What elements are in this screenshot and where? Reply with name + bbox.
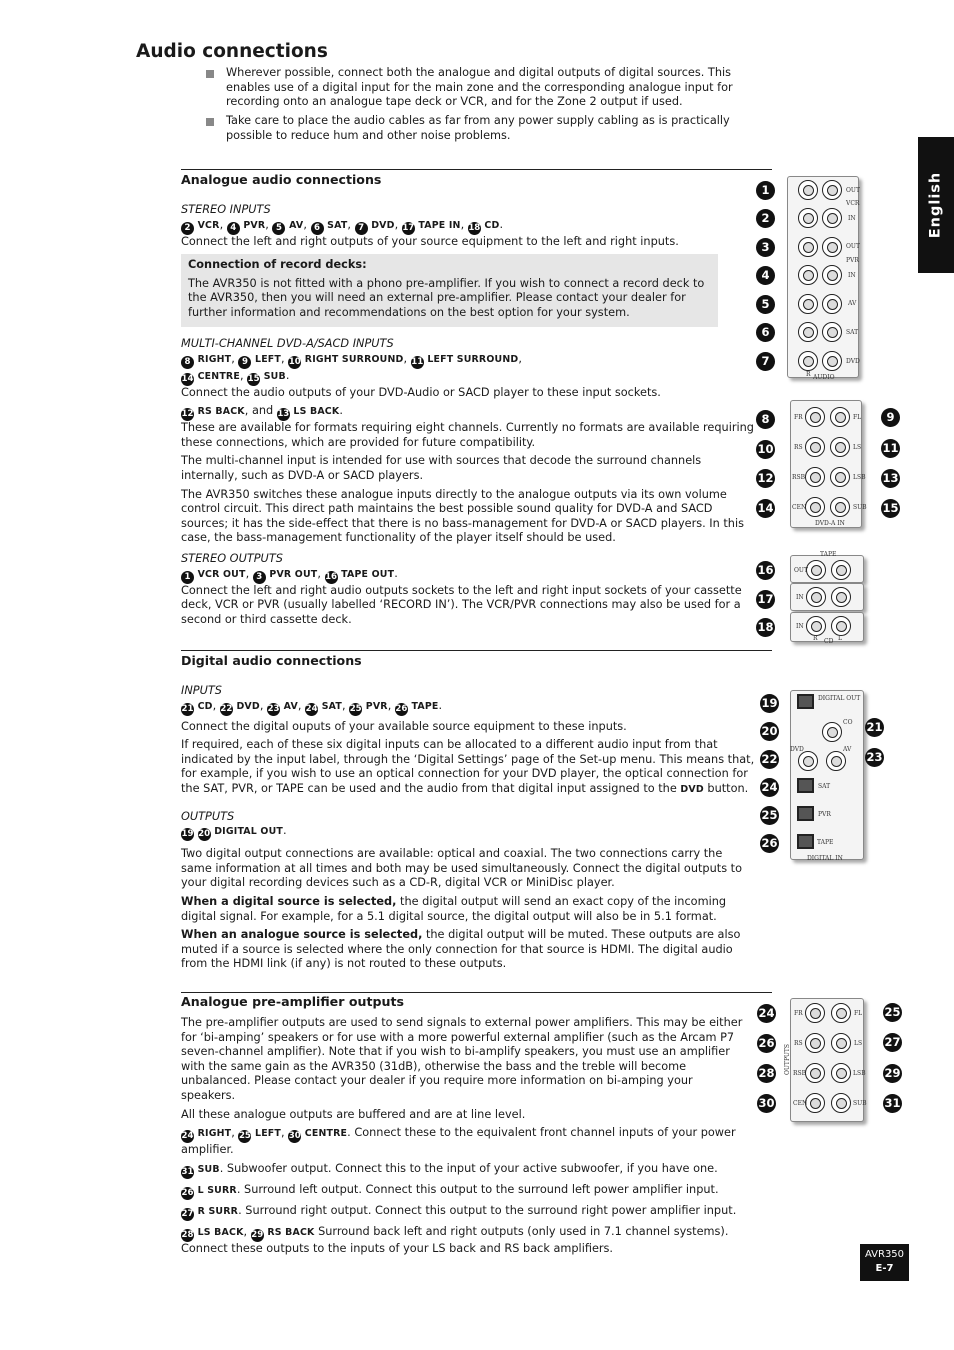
callout-22: 22 <box>760 750 779 769</box>
jack-label: CEN <box>792 504 807 511</box>
bullet-square <box>206 118 214 126</box>
preamp-lsurr <box>181 1183 746 1200</box>
rca-jack <box>822 180 842 200</box>
back-list: 12 RS BACK, and 13 LS BACK. <box>181 404 343 420</box>
section-rule <box>181 992 772 993</box>
jack-label: LSB <box>853 474 866 481</box>
intro-bullet <box>206 66 778 110</box>
kw: CD <box>484 219 500 231</box>
jack-label: IN <box>796 623 804 630</box>
preamp-lsurr-text: . Surround left output. Connect this output to the surround left power amplifier input. <box>236 1182 719 1196</box>
callout-badge: 3 <box>253 571 266 584</box>
callout-17: 17 <box>756 590 775 609</box>
jack-label: OUT <box>794 567 808 574</box>
section-rule <box>181 650 772 651</box>
callout-28: 28 <box>757 1064 776 1083</box>
panel-label: CD <box>824 638 834 645</box>
jack-label: SAT <box>846 329 859 336</box>
panel-label: TAPE <box>820 551 837 558</box>
section-heading-analogue: Analogue audio connections <box>181 172 382 187</box>
rca-jack <box>806 616 826 636</box>
jack-label: AV <box>848 300 857 307</box>
jack-label: R <box>806 371 811 378</box>
rca-jack <box>831 587 851 607</box>
callout-badge: 16 <box>325 571 338 582</box>
rca-jack <box>798 322 818 342</box>
kw: SAT <box>327 219 348 231</box>
jack-label: CO <box>843 719 853 726</box>
callout-1: 1 <box>756 181 775 200</box>
rca-jack <box>830 437 850 457</box>
kw: RIGHT <box>197 1128 232 1140</box>
intro-text: Wherever possible, connect both the analogue and digital outputs of digital sources. This enables use of a digital input for the main zone and the corresponding analogue input for recording onto an analogue tape deck or VCR, and for the Zone 2 output if used. <box>226 66 733 109</box>
callout-badge: 14 <box>181 373 194 384</box>
kw: AV <box>289 219 304 231</box>
jack-label: RS <box>794 444 803 451</box>
digital-text-2b: button. <box>707 781 749 795</box>
multi-text: Connect the audio outputs of your DVD-Audio or SACD player to these input sockets. <box>181 385 661 399</box>
callout-26: 26 <box>757 1034 776 1053</box>
jack-label: PVR <box>818 811 831 818</box>
coax-jack <box>826 751 846 771</box>
callout-25: 25 <box>760 806 779 825</box>
callout-badge: 7 <box>355 222 368 235</box>
rca-jack <box>806 560 826 580</box>
callout-badge: 25 <box>238 1131 251 1142</box>
preamp-back: 28 LS BACK, 29 RS BACK Surround back left and right outputs (only used in 7.1 channel systems). Connect these outputs to the inputs of your LS back and RS back amplifiers. <box>181 1224 729 1255</box>
callout-badge: 2 <box>181 222 194 235</box>
kw: VCR <box>197 219 220 231</box>
callout-badge: 6 <box>311 222 324 235</box>
callout-badge: 19 <box>181 829 194 840</box>
preamp-text-1: The pre-amplifier outputs are used to send signals to external power amplifiers. This may be either for ‘bi-amping’ speakers or for use with a more powerful external amplifier (such as the Arcam P7 seven-channel amplifier). Note that if you wish to bi-amplify speakers, you must use an amplifier with the same gain as the AVR350 (31dB), otherwise the bass and the treble will become unbalanced. Please contact your dealer if you require more information on bi-amping your speakers. <box>181 1016 743 1102</box>
rca-jack <box>805 1003 825 1023</box>
callout-badge: 24 <box>181 1131 194 1142</box>
digital-text-1: Connect the digital ouputs of your available source equipment to these inputs. <box>181 719 627 733</box>
callout-19: 19 <box>760 694 779 713</box>
callout-9: 9 <box>881 408 900 427</box>
kw: L SURR <box>197 1184 237 1196</box>
callout-badge: 29 <box>251 1229 264 1240</box>
callout-6: 6 <box>756 323 775 342</box>
callout-badge: 13 <box>277 409 290 420</box>
panel-label: DVD-A IN <box>815 520 845 527</box>
rca-jack <box>830 467 850 487</box>
kw: LS BACK <box>293 406 340 418</box>
rca-jack <box>805 1033 825 1053</box>
panel-label: OUTPUTS <box>784 1043 792 1076</box>
stereo-inputs-text: Connect the left and right outputs of your source equipment to the left and right inputs. <box>181 234 679 248</box>
kw: RS BACK <box>197 406 245 418</box>
kw: AV <box>283 700 298 712</box>
callout-badge: 20 <box>198 829 211 840</box>
callout-badge: 5 <box>272 222 285 235</box>
callout-badge: 31 <box>181 1166 194 1177</box>
callout-badge: 23 <box>267 703 280 714</box>
stereo-inputs-block <box>181 203 756 253</box>
callout-27: 27 <box>883 1033 902 1052</box>
jack-label: FR <box>794 414 803 421</box>
callout-12: 12 <box>756 469 775 488</box>
callout-badge: 12 <box>181 409 194 420</box>
digital-text-4-body: the digital output will send an exact copy of the incoming digital signal. For example, for a 5.1 digital source, the digital output will also be in 5.1 format. <box>181 894 727 923</box>
preamp-back-text: Surround back left and right outputs (only used in 7.1 channel systems). Connect these outputs to the inputs of your LS back and RS back amplifiers. <box>181 1224 729 1255</box>
callout-11: 11 <box>881 439 900 458</box>
callout-13: 13 <box>881 469 900 488</box>
callout-24: 24 <box>760 778 779 797</box>
callout-5: 5 <box>756 295 775 314</box>
jack-label: SUB <box>853 1100 867 1107</box>
stereo-out-text: Connect the left and right audio outputs sockets to the left and right input sockets of your cassette deck, VCR or PVR (usually labelled ‘RECORD IN’). The VCR/PVR connections may also be used for a second or third cassette deck. <box>181 583 742 626</box>
preamp-text-2: All these analogue outputs are buffered and are at line level. <box>181 1107 526 1121</box>
jack-label: DVD <box>846 358 860 365</box>
stereo-out-label: STEREO OUTPUTS <box>181 552 283 565</box>
kw: SUB <box>197 1163 220 1175</box>
kw: RIGHT SURROUND <box>304 353 404 365</box>
digital-text-5-body: the digital output will be muted. These outputs are also muted if a source is selected where the only connection for that source is HDMI. The digital audio from the HDMI link (if any) is not routed to these outputs. <box>181 928 741 971</box>
rca-jack <box>831 616 851 636</box>
callout-badge: 26 <box>181 1187 194 1198</box>
stereo-out-list: 1 VCR OUT, 3 PVR OUT, 16 TAPE OUT. <box>181 567 756 584</box>
callout-25: 25 <box>883 1003 902 1022</box>
optical-socket <box>797 806 814 821</box>
callout-20: 20 <box>760 722 779 741</box>
callout-3: 3 <box>756 238 775 257</box>
preamp-front-text: . Connect these to the equivalent front channel inputs of your power amplifier. <box>181 1126 736 1157</box>
callout-8: 8 <box>756 410 775 429</box>
jack-label: IN <box>848 215 856 222</box>
rca-jack <box>805 437 825 457</box>
rca-jack <box>798 180 818 200</box>
rca-jack <box>822 237 842 257</box>
jack-label: OUT <box>846 187 860 194</box>
callout-10: 10 <box>756 440 775 459</box>
panel-label: DIGITAL IN <box>807 855 843 862</box>
kw: DVD <box>371 219 395 231</box>
callout-23: 23 <box>865 748 884 767</box>
page-footer <box>860 1244 909 1281</box>
multichannel-block <box>181 337 756 550</box>
rca-jack <box>805 1063 825 1083</box>
digital-text-4 <box>181 895 756 924</box>
callout-badge: 21 <box>181 703 194 714</box>
jack-label: TAPE <box>817 839 834 846</box>
jack-label: SUB <box>853 504 867 511</box>
jack-label: LSB <box>853 1070 866 1077</box>
callout-4: 4 <box>756 266 775 285</box>
rca-jack <box>822 265 842 285</box>
callout-badge: 1 <box>181 571 194 584</box>
kw: TAPE OUT <box>341 568 395 580</box>
callout-15: 15 <box>881 499 900 518</box>
callout-badge: 15 <box>247 373 260 384</box>
kw: CD <box>197 700 213 712</box>
kw: TAPE <box>411 700 439 712</box>
kw: LEFT SURROUND <box>427 353 519 365</box>
rca-jack <box>831 1093 851 1113</box>
section-heading-digital: Digital audio connections <box>181 653 362 668</box>
intro-text: Take care to place the audio cables as far from any power supply cabling as is practically possible to reduce hum and other noise problems. <box>226 114 730 142</box>
preamp-rsurr-text: . Surround right output. Connect this output to the surround right power amplifier input. <box>238 1203 737 1217</box>
jack-label: R <box>813 635 818 642</box>
digital-text-2a: If required, each of these six digital inputs can be allocated to a different audio input from that indicated by the input label, through the ‘Digital Settings’ page of the Set-up menu. This means that, for example, if you wish to use an optical connection for your DVD player, the optical connection for the SAT, PVR, or TAPE can be used and the audio from that digital input assigned to the <box>181 738 755 795</box>
back-text-3: The AVR350 switches these analogue inputs directly to the analogue outputs via its own volume control circuit. This direct path maintains the best possible sound quality for DVD-A and SACD sources; it has the side-effect that there is no bass-management for DVD-A or SACD players. In this case, the bass-management functionality of the player itself should be used. <box>181 487 744 545</box>
callout-26: 26 <box>760 834 779 853</box>
jack-label: DVD <box>790 746 804 753</box>
jack-label: RSB <box>793 1070 807 1077</box>
footer-model: AVR350 <box>864 1249 905 1260</box>
back-text-2: The multi-channel input is intended for use with sources that decode the surround channels internally, such as DVD-A or SACD players. <box>181 454 702 482</box>
digital-text-4-bold: When a digital source is selected, <box>181 894 397 908</box>
jack-label: LS <box>854 1040 863 1047</box>
kw: SAT <box>321 700 342 712</box>
kw: LEFT <box>255 353 282 365</box>
kw: RIGHT <box>197 353 232 365</box>
preamp-front: 24 RIGHT, 25 LEFT, 30 CENTRE. Connect these to the equivalent front channel inputs of your power amplifier. <box>181 1126 736 1157</box>
jack-label: RS <box>794 1040 803 1047</box>
jack-label: AV <box>843 746 852 753</box>
kw: CENTRE <box>304 1128 348 1140</box>
kw: PVR <box>365 700 388 712</box>
optical-socket <box>797 834 814 849</box>
rca-jack <box>798 265 818 285</box>
callout-badge: 8 <box>181 356 194 369</box>
rca-jack <box>831 1063 851 1083</box>
callout-badge: 18 <box>468 222 481 233</box>
rca-jack <box>822 351 842 371</box>
jack-label: FR <box>794 1010 803 1017</box>
stereo-inputs-list: 2 VCR, 4 PVR, 5 AV, 6 SAT, 7 DVD, 17 TAPE IN, 18 CD. <box>181 218 756 235</box>
callout-14: 14 <box>756 499 775 518</box>
jack-label: IN <box>848 272 856 279</box>
rca-jack <box>805 467 825 487</box>
kw: CENTRE <box>197 370 240 382</box>
jack-label: IN <box>796 594 804 601</box>
rca-jack <box>822 322 842 342</box>
stereo-inputs-label: STEREO INPUTS <box>181 203 271 216</box>
back-text-1: These are available for formats requiring eight channels. Currently no formats are available requiring these connections, which are provided for future compatibility. <box>181 421 754 449</box>
panel-label: AUDIO <box>813 374 835 381</box>
page-number: E-7 <box>875 1263 894 1274</box>
callout-badge: 27 <box>181 1208 194 1219</box>
optical-socket <box>797 778 814 793</box>
jack-label: LS <box>853 444 862 451</box>
rca-jack <box>830 407 850 427</box>
kw: TAPE IN <box>418 219 461 231</box>
digital-text-5-bold: When an analogue source is selected, <box>181 928 423 942</box>
record-decks-title: Connection of record decks: <box>188 258 367 271</box>
digital-outputs-list: 19 20 DIGITAL OUT. <box>181 824 287 840</box>
callout-badge: 17 <box>402 222 415 233</box>
rca-jack <box>831 1003 851 1023</box>
jack-label: L <box>838 635 842 642</box>
callout-31: 31 <box>883 1094 902 1113</box>
preamp-sub <box>181 1162 746 1179</box>
callout-30: 30 <box>757 1094 776 1113</box>
preamp-sub-text: . Subwoofer output. Connect this to the input of your active subwoofer, if you have one. <box>219 1161 718 1175</box>
digital-inputs-label: INPUTS <box>181 684 222 697</box>
rca-jack <box>798 237 818 257</box>
kw: LEFT <box>255 1128 282 1140</box>
bullet-square <box>206 70 214 78</box>
preamp-rsurr <box>181 1204 746 1221</box>
jack-label: OUT <box>846 243 860 250</box>
section-heading-preamp: Analogue pre-amplifier outputs <box>181 994 404 1009</box>
language-tab-label: English <box>927 171 944 239</box>
jack-label: CEN <box>793 1100 808 1107</box>
kw: R SURR <box>197 1205 239 1217</box>
multi-list: 8 RIGHT, 9 LEFT, 10 RIGHT SURROUND, 11 LEFT SURROUND, 14 CENTRE, 15 SUB. <box>181 351 522 384</box>
coax-jack <box>822 722 842 742</box>
jack-label: PVR <box>846 257 859 264</box>
rca-jack <box>830 497 850 517</box>
digital-outputs-label: OUTPUTS <box>181 809 235 823</box>
kw: DIGITAL OUT <box>214 826 283 838</box>
preamp-block <box>181 1016 746 1260</box>
kw: PVR <box>243 219 266 231</box>
section-rule <box>181 169 772 170</box>
rca-jack <box>831 560 851 580</box>
rca-jack <box>805 1093 825 1113</box>
kw: VCR OUT <box>197 568 246 580</box>
callout-badge: 11 <box>411 356 424 367</box>
coax-jack <box>798 751 818 771</box>
rca-jack <box>822 294 842 314</box>
kw: SUB <box>263 370 286 382</box>
optical-socket <box>797 694 814 709</box>
callout-2: 2 <box>756 209 775 228</box>
rca-jack <box>805 407 825 427</box>
and-text: , and <box>244 404 274 418</box>
callout-badge: 22 <box>220 703 233 714</box>
callout-badge: 28 <box>181 1229 194 1240</box>
intro-bullet <box>206 114 778 143</box>
rca-jack <box>822 208 842 228</box>
kw: DVD <box>680 783 704 795</box>
kw: PVR OUT <box>269 568 318 580</box>
callout-24: 24 <box>757 1004 776 1023</box>
jack-label: VCR <box>846 200 860 207</box>
digital-text-5 <box>181 928 756 972</box>
digital-inputs-list: 21 CD, 22 DVD, 23 AV, 24 SAT, 25 PVR, 26 TAPE. <box>181 698 443 714</box>
callout-7: 7 <box>756 352 775 371</box>
record-decks-note <box>181 254 718 327</box>
rca-jack <box>798 208 818 228</box>
rca-jack <box>798 294 818 314</box>
kw: LS BACK <box>197 1226 244 1238</box>
callout-16: 16 <box>756 561 775 580</box>
callout-badge: 9 <box>238 356 251 369</box>
callout-badge: 26 <box>395 703 408 714</box>
callout-29: 29 <box>883 1064 902 1083</box>
rca-jack <box>806 587 826 607</box>
jack-label: FL <box>853 414 862 421</box>
callout-21: 21 <box>865 718 884 737</box>
jack-label: SAT <box>818 783 831 790</box>
callout-badge: 30 <box>288 1131 301 1142</box>
kw: RS BACK <box>267 1226 315 1238</box>
rca-jack <box>805 497 825 517</box>
callout-badge: 24 <box>305 703 318 714</box>
callout-badge: 25 <box>349 703 362 714</box>
jack-label: FL <box>854 1010 863 1017</box>
panel-label: DIGITAL OUT <box>818 695 861 702</box>
digital-text-3: Two digital output connections are available: optical and coaxial. The two connections carry the same information at all times and both may be used simultaneously. Connect the digital outputs to your digital recording devices such as a CD-R, digital VCR or MiniDisc player. <box>181 847 743 890</box>
multi-label: MULTI-CHANNEL DVD-A/SACD INPUTS <box>181 337 394 350</box>
jack-label: RSB <box>792 474 806 481</box>
stereo-outputs-block <box>181 552 756 631</box>
digital-block <box>181 684 756 976</box>
rca-jack <box>831 1033 851 1053</box>
callout-badge: 4 <box>227 222 240 235</box>
record-decks-text: The AVR350 is not fitted with a phono pre-amplifier. If you wish to connect a record deck to the AVR350, then you will need an external pre-amplifier. Please contact your dealer for further information and recommendations on the best option for your system. <box>188 276 705 319</box>
callout-18: 18 <box>756 618 775 637</box>
callout-badge: 10 <box>288 356 301 367</box>
page-title: Audio connections <box>136 41 328 62</box>
digital-text-2 <box>181 738 756 797</box>
kw: DVD <box>236 700 260 712</box>
language-tab <box>918 137 954 273</box>
rca-jack <box>798 351 818 371</box>
